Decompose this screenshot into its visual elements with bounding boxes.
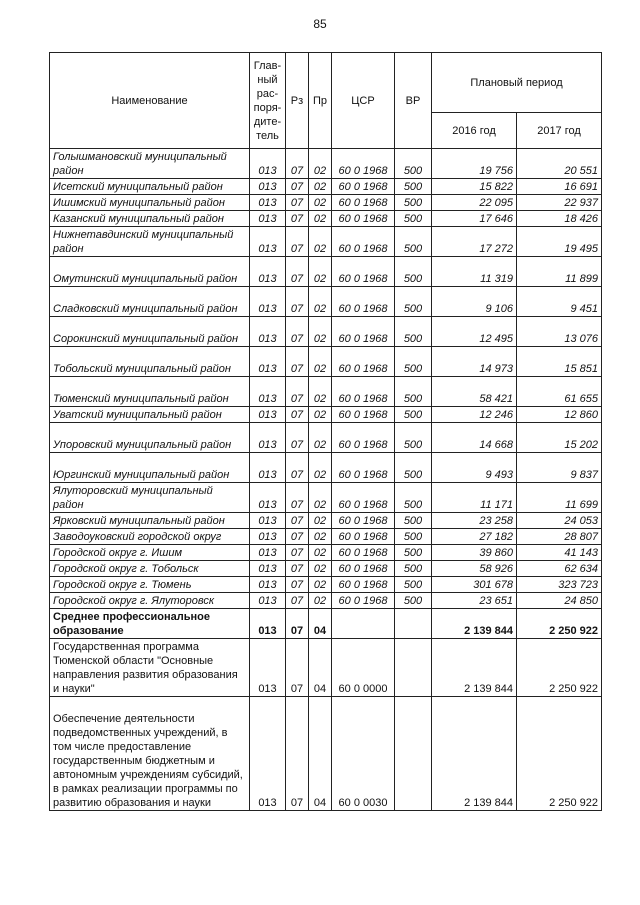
table-row (50, 195, 602, 211)
row-amount-2017: 323 723 (517, 577, 602, 593)
row-admin: 013 (250, 287, 286, 317)
row-rz: 07 (286, 195, 309, 211)
row-vr: 500 (395, 377, 432, 407)
row-amount-2017: 11 699 (517, 483, 602, 513)
row-amount-2017: 15 202 (517, 423, 602, 453)
row-admin: 013 (250, 697, 286, 811)
row-admin: 013 (250, 179, 286, 195)
row-vr: 500 (395, 407, 432, 423)
header-year-2016: 2016 год (432, 113, 517, 149)
table-row (50, 697, 602, 811)
row-pr: 04 (309, 697, 332, 811)
table-row (50, 377, 602, 407)
row-amount-2016: 39 860 (432, 545, 517, 561)
row-csr (332, 609, 395, 639)
row-amount-2017: 2 250 922 (517, 609, 602, 639)
row-admin: 013 (250, 545, 286, 561)
row-pr: 04 (309, 609, 332, 639)
row-admin: 013 (250, 377, 286, 407)
row-amount-2016: 15 822 (432, 179, 517, 195)
row-rz: 07 (286, 577, 309, 593)
row-rz: 07 (286, 257, 309, 287)
row-amount-2016: 17 646 (432, 211, 517, 227)
table-row (50, 423, 602, 453)
row-vr: 500 (395, 179, 432, 195)
row-vr: 500 (395, 347, 432, 377)
table-body (50, 149, 602, 811)
row-name: Уватский муниципальный район (50, 407, 250, 423)
row-amount-2017: 22 937 (517, 195, 602, 211)
row-admin: 013 (250, 561, 286, 577)
row-pr: 02 (309, 347, 332, 377)
row-amount-2017: 13 076 (517, 317, 602, 347)
row-vr (395, 639, 432, 697)
row-csr: 60 0 1968 (332, 377, 395, 407)
table-row (50, 347, 602, 377)
row-csr: 60 0 1968 (332, 227, 395, 257)
table-row (50, 639, 602, 697)
row-amount-2017: 16 691 (517, 179, 602, 195)
row-amount-2016: 17 272 (432, 227, 517, 257)
row-name: Ярковский муниципальный район (50, 513, 250, 529)
row-vr: 500 (395, 149, 432, 179)
row-name: Голышмановский муниципальный район (50, 149, 250, 179)
header-year-2017: 2017 год (517, 113, 602, 149)
table-row (50, 257, 602, 287)
row-amount-2017: 24 850 (517, 593, 602, 609)
table-row (50, 211, 602, 227)
row-pr: 02 (309, 545, 332, 561)
row-admin: 013 (250, 483, 286, 513)
row-amount-2017: 19 495 (517, 227, 602, 257)
row-name: Нижнетавдинский муниципальный район (50, 227, 250, 257)
table-row (50, 453, 602, 483)
row-admin: 013 (250, 195, 286, 211)
row-amount-2016: 58 926 (432, 561, 517, 577)
row-pr: 02 (309, 287, 332, 317)
row-name: Ялуторовский муниципальный район (50, 483, 250, 513)
row-csr: 60 0 1968 (332, 195, 395, 211)
row-rz: 07 (286, 377, 309, 407)
row-rz: 07 (286, 609, 309, 639)
row-amount-2016: 11 171 (432, 483, 517, 513)
row-name: Сладковский муниципальный район (50, 287, 250, 317)
row-pr: 02 (309, 453, 332, 483)
row-vr: 500 (395, 453, 432, 483)
row-amount-2017: 15 851 (517, 347, 602, 377)
header-rz: Рз (286, 53, 309, 149)
row-csr: 60 0 0030 (332, 697, 395, 811)
row-rz: 07 (286, 545, 309, 561)
row-admin: 013 (250, 639, 286, 697)
row-rz: 07 (286, 593, 309, 609)
row-name: Государственная программа Тюменской области "Основные направления развития образования и науки" (50, 639, 250, 697)
row-amount-2017: 12 860 (517, 407, 602, 423)
row-rz: 07 (286, 561, 309, 577)
table-row (50, 593, 602, 609)
row-pr: 02 (309, 407, 332, 423)
row-pr: 02 (309, 317, 332, 347)
row-vr: 500 (395, 545, 432, 561)
row-admin: 013 (250, 593, 286, 609)
row-amount-2016: 14 973 (432, 347, 517, 377)
row-csr: 60 0 1968 (332, 211, 395, 227)
row-admin: 013 (250, 453, 286, 483)
row-vr: 500 (395, 529, 432, 545)
row-rz: 07 (286, 453, 309, 483)
header-csr: ЦСР (332, 53, 395, 149)
row-vr: 500 (395, 513, 432, 529)
row-vr (395, 609, 432, 639)
row-amount-2016: 19 756 (432, 149, 517, 179)
row-name: Казанский муниципальный район (50, 211, 250, 227)
row-pr: 02 (309, 577, 332, 593)
row-amount-2016: 12 246 (432, 407, 517, 423)
row-vr: 500 (395, 317, 432, 347)
row-csr: 60 0 1968 (332, 149, 395, 179)
row-amount-2016: 301 678 (432, 577, 517, 593)
table-row (50, 317, 602, 347)
header-name: Наименование (50, 53, 250, 149)
row-amount-2017: 62 634 (517, 561, 602, 577)
page-number: 85 (313, 17, 327, 31)
row-name: Городской округ г. Тюмень (50, 577, 250, 593)
header-admin-line: ный (257, 73, 278, 86)
row-rz: 07 (286, 287, 309, 317)
row-amount-2016: 2 139 844 (432, 609, 517, 639)
row-amount-2016: 9 493 (432, 453, 517, 483)
row-amount-2017: 9 837 (517, 453, 602, 483)
row-pr: 02 (309, 423, 332, 453)
row-name: Юргинский муниципальный район (50, 453, 250, 483)
row-amount-2017: 28 807 (517, 529, 602, 545)
row-name: Ишимский муниципальный район (50, 195, 250, 211)
row-pr: 02 (309, 257, 332, 287)
row-csr: 60 0 1968 (332, 513, 395, 529)
row-csr: 60 0 1968 (332, 453, 395, 483)
row-csr: 60 0 1968 (332, 423, 395, 453)
row-rz: 07 (286, 347, 309, 377)
table-row (50, 545, 602, 561)
row-rz: 07 (286, 317, 309, 347)
table-row (50, 407, 602, 423)
row-amount-2016: 2 139 844 (432, 697, 517, 811)
row-amount-2016: 23 651 (432, 593, 517, 609)
row-amount-2016: 9 106 (432, 287, 517, 317)
header-admin-line: поря- (253, 101, 282, 114)
row-pr: 02 (309, 149, 332, 179)
row-vr: 500 (395, 227, 432, 257)
row-csr: 60 0 1968 (332, 577, 395, 593)
row-csr: 60 0 1968 (332, 545, 395, 561)
row-admin: 013 (250, 529, 286, 545)
header-planned-period: Плановый период (432, 53, 602, 113)
header-admin-line: рас- (256, 87, 279, 100)
table-row (50, 513, 602, 529)
row-amount-2017: 24 053 (517, 513, 602, 529)
row-amount-2017: 18 426 (517, 211, 602, 227)
row-vr: 500 (395, 483, 432, 513)
row-rz: 07 (286, 227, 309, 257)
row-csr: 60 0 1968 (332, 593, 395, 609)
row-csr: 60 0 1968 (332, 407, 395, 423)
row-rz: 07 (286, 529, 309, 545)
table-row (50, 529, 602, 545)
row-amount-2016: 12 495 (432, 317, 517, 347)
table-row (50, 227, 602, 257)
row-pr: 02 (309, 179, 332, 195)
row-admin: 013 (250, 317, 286, 347)
row-amount-2017: 11 899 (517, 257, 602, 287)
row-rz: 07 (286, 407, 309, 423)
row-rz: 07 (286, 149, 309, 179)
row-rz: 07 (286, 639, 309, 697)
row-amount-2017: 61 655 (517, 377, 602, 407)
row-admin: 013 (250, 609, 286, 639)
row-csr: 60 0 1968 (332, 483, 395, 513)
header-vr: ВР (395, 53, 432, 149)
row-admin: 013 (250, 257, 286, 287)
row-name: Городской округ г. Ишим (50, 545, 250, 561)
budget-table (49, 52, 602, 811)
row-pr: 02 (309, 227, 332, 257)
row-admin: 013 (250, 423, 286, 453)
row-vr: 500 (395, 561, 432, 577)
row-amount-2017: 20 551 (517, 149, 602, 179)
row-amount-2016: 11 319 (432, 257, 517, 287)
row-pr: 02 (309, 529, 332, 545)
row-vr: 500 (395, 593, 432, 609)
row-vr: 500 (395, 287, 432, 317)
row-admin: 013 (250, 347, 286, 377)
row-vr: 500 (395, 423, 432, 453)
row-vr: 500 (395, 257, 432, 287)
row-name: Упоровский муниципальный район (50, 423, 250, 453)
row-name: Заводоуковский городской округ (50, 529, 250, 545)
row-admin: 013 (250, 149, 286, 179)
row-pr: 02 (309, 483, 332, 513)
row-rz: 07 (286, 513, 309, 529)
row-vr: 500 (395, 211, 432, 227)
row-amount-2016: 2 139 844 (432, 639, 517, 697)
row-amount-2016: 23 258 (432, 513, 517, 529)
row-amount-2017: 2 250 922 (517, 639, 602, 697)
row-csr: 60 0 1968 (332, 179, 395, 195)
row-amount-2017: 2 250 922 (517, 697, 602, 811)
row-pr: 02 (309, 513, 332, 529)
row-csr: 60 0 1968 (332, 257, 395, 287)
header-admin (250, 53, 286, 149)
row-name: Обеспечение деятельности подведомственных учреждений, в том числе предоставление государственным бюджетным и автономным учреждениям субсидий, в рамках реализации программы по развитию образования и науки (50, 697, 250, 811)
table-row (50, 483, 602, 513)
row-vr: 500 (395, 195, 432, 211)
row-pr: 02 (309, 593, 332, 609)
row-pr: 02 (309, 211, 332, 227)
table-row (50, 287, 602, 317)
row-rz: 07 (286, 483, 309, 513)
row-admin: 013 (250, 513, 286, 529)
row-admin: 013 (250, 211, 286, 227)
row-pr: 04 (309, 639, 332, 697)
row-csr: 60 0 1968 (332, 347, 395, 377)
row-name: Среднее профессиональное образование (50, 609, 250, 639)
row-name: Омутинский муниципальный район (50, 257, 250, 287)
row-admin: 013 (250, 227, 286, 257)
row-rz: 07 (286, 179, 309, 195)
row-rz: 07 (286, 211, 309, 227)
table-row (50, 609, 602, 639)
row-csr: 60 0 0000 (332, 639, 395, 697)
row-amount-2017: 41 143 (517, 545, 602, 561)
header-admin-line: тель (256, 129, 279, 142)
table-row (50, 577, 602, 593)
row-name: Сорокинский муниципальный район (50, 317, 250, 347)
row-name: Исетский муниципальный район (50, 179, 250, 195)
row-csr: 60 0 1968 (332, 317, 395, 347)
row-csr: 60 0 1968 (332, 287, 395, 317)
row-vr: 500 (395, 577, 432, 593)
row-pr: 02 (309, 561, 332, 577)
row-amount-2017: 9 451 (517, 287, 602, 317)
row-rz: 07 (286, 423, 309, 453)
header-admin-line: Глав- (253, 59, 282, 72)
row-name: Городской округ г. Тобольск (50, 561, 250, 577)
row-amount-2016: 58 421 (432, 377, 517, 407)
row-amount-2016: 22 095 (432, 195, 517, 211)
row-admin: 013 (250, 577, 286, 593)
table-row (50, 179, 602, 195)
row-amount-2016: 27 182 (432, 529, 517, 545)
row-csr: 60 0 1968 (332, 529, 395, 545)
header-admin-line: дите- (253, 115, 282, 128)
row-name: Городской округ г. Ялуторовск (50, 593, 250, 609)
row-pr: 02 (309, 195, 332, 211)
row-amount-2016: 14 668 (432, 423, 517, 453)
row-admin: 013 (250, 407, 286, 423)
header-pr: Пр (309, 53, 332, 149)
row-name: Тюменский муниципальный район (50, 377, 250, 407)
row-rz: 07 (286, 697, 309, 811)
table-row (50, 561, 602, 577)
row-name: Тобольский муниципальный район (50, 347, 250, 377)
table-row (50, 149, 602, 179)
row-pr: 02 (309, 377, 332, 407)
row-vr (395, 697, 432, 811)
row-csr: 60 0 1968 (332, 561, 395, 577)
